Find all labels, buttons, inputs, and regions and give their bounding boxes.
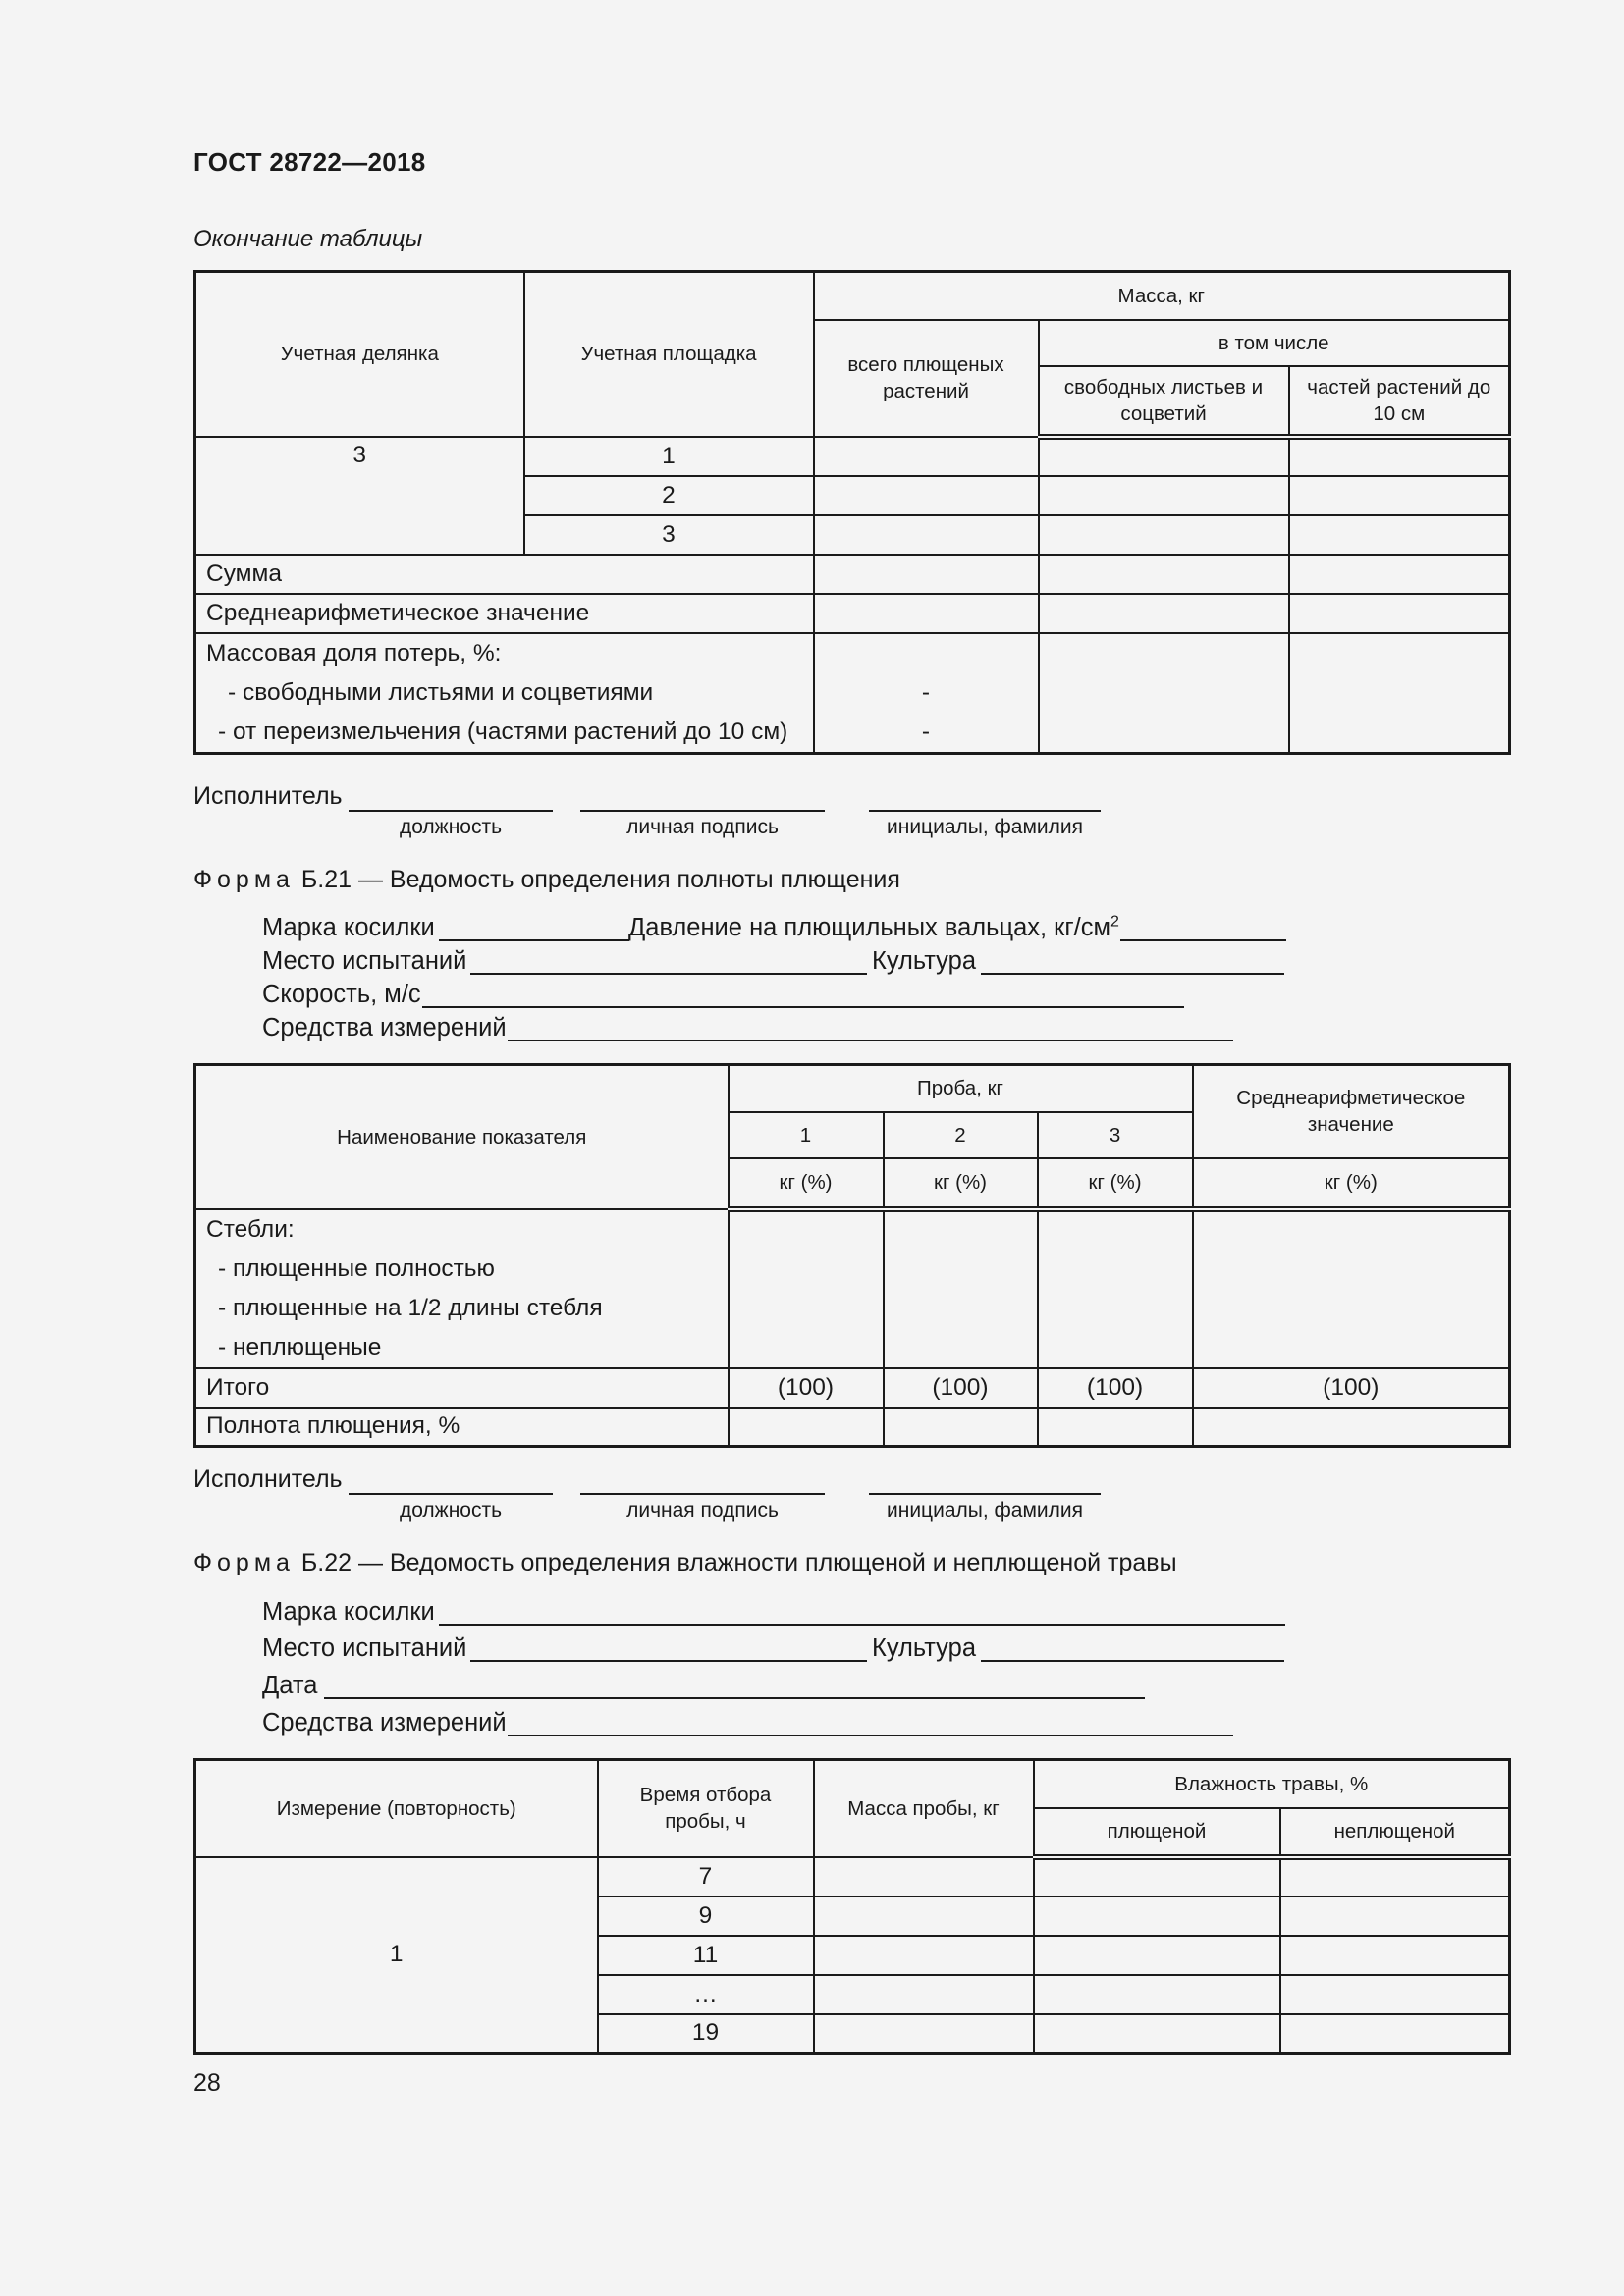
cell	[814, 1857, 1034, 1896]
stems-label: Стебли:	[206, 1215, 295, 1243]
mass-table	[193, 270, 1511, 755]
date-line[interactable]	[324, 1697, 1145, 1699]
signature-line	[580, 1493, 825, 1495]
header-indicator: Наименование показателя	[195, 1065, 729, 1209]
sample-3: 3	[1038, 1112, 1193, 1158]
site-1: 1	[524, 437, 814, 476]
flattening-table	[193, 1063, 1511, 1448]
signature-caption: личная подпись	[626, 1499, 779, 1522]
form-21-title-text: Б.21 — Ведомость определения полноты плющения	[300, 866, 900, 893]
position-caption: должность	[399, 1499, 503, 1522]
total-3: (100)	[1038, 1368, 1193, 1408]
loss-leaves-label: - свободными листьями и соцветиями	[228, 678, 654, 706]
mower-label: Марка косилки	[262, 1598, 435, 1626]
pressure-line[interactable]	[1120, 939, 1286, 941]
header-plot: Учетная делянка	[195, 272, 524, 437]
moisture-table	[193, 1758, 1511, 2055]
half-label: - плющенные на 1/2 длины стебля	[218, 1294, 603, 1321]
executor-label: Исполнитель	[193, 782, 343, 810]
form-21-place-field	[262, 944, 1342, 978]
mower-label: Марка косилки	[262, 914, 435, 941]
cell	[814, 1896, 1034, 1936]
page-number: 28	[193, 2069, 221, 2097]
form-21-mower-field	[262, 911, 1342, 944]
cell	[729, 1408, 884, 1447]
initials-caption: инициалы, фамилия	[887, 1499, 1083, 1522]
time-19: 19	[598, 2014, 814, 2054]
initials-caption: инициалы, фамилия	[887, 816, 1083, 838]
unit-1: кг (%)	[729, 1158, 884, 1209]
header-flattened: плющеной	[1034, 1808, 1280, 1857]
plot-value: 3	[195, 437, 524, 555]
time-11: 11	[598, 1936, 814, 1975]
sample-2: 2	[884, 1112, 1038, 1158]
unit-3: кг (%)	[1038, 1158, 1193, 1209]
position-line	[349, 1493, 553, 1495]
pressure-label: Давление на плющильных вальцах, $кг/см^2$	[628, 913, 1119, 941]
date-label: Дата	[262, 1672, 318, 1699]
sum-label: Сумма	[195, 555, 814, 594]
place-line[interactable]	[470, 973, 867, 975]
instruments-label: Средства измерений	[262, 1014, 507, 1041]
header-free-leaves: свободных листьев и соцветий	[1039, 366, 1289, 437]
cell	[1038, 1408, 1193, 1447]
mower-line[interactable]	[439, 939, 629, 941]
cell	[1193, 1209, 1510, 1368]
form-21-speed-field	[262, 978, 1342, 1011]
cell	[1289, 515, 1510, 555]
dash-2: -	[921, 718, 931, 745]
cell	[1289, 555, 1510, 594]
cell	[1280, 1857, 1510, 1896]
site-3: 3	[524, 515, 814, 555]
form-22-prefix: Форма	[193, 1549, 295, 1576]
time-ellipsis: …	[598, 1975, 814, 2014]
place-label: Место испытаний	[262, 947, 467, 975]
form-22-mower-field	[262, 1595, 1342, 1629]
cell	[1289, 633, 1510, 754]
cell	[814, 2014, 1034, 2054]
cell	[1039, 594, 1289, 633]
signature-block-1	[193, 782, 1175, 851]
cell	[1039, 633, 1289, 754]
form-22-instruments-field	[262, 1706, 1342, 1739]
header-unflattened: неплющеной	[1280, 1808, 1510, 1857]
cell	[1034, 1936, 1280, 1975]
site-2: 2	[524, 476, 814, 515]
cell	[1034, 1975, 1280, 2014]
signature-block-2	[193, 1466, 1175, 1534]
cell	[814, 1936, 1034, 1975]
initials-line	[869, 1493, 1101, 1495]
loss-over-label: - от переизмельчения (частями растений до 10 см)	[218, 718, 788, 745]
position-line	[349, 810, 553, 812]
form-22-title	[193, 1549, 1177, 1577]
cell	[1039, 476, 1289, 515]
signature-caption: личная подпись	[626, 816, 779, 838]
header-sample: Проба, кг	[729, 1065, 1193, 1112]
header-measure: Измерение (повторность)	[195, 1760, 598, 1857]
time-7: 7	[598, 1857, 814, 1896]
form-21-title	[193, 866, 900, 894]
executor-label: Исполнитель	[193, 1466, 343, 1493]
stems-cell	[195, 1209, 729, 1368]
cell	[1280, 1896, 1510, 1936]
cell	[884, 1209, 1038, 1368]
cell	[1289, 437, 1510, 476]
signature-line	[580, 810, 825, 812]
total-label: Итого	[195, 1368, 729, 1408]
cell	[814, 515, 1039, 555]
full-label: - плющенные полностью	[218, 1255, 495, 1282]
total-2: (100)	[884, 1368, 1038, 1408]
cell	[1289, 594, 1510, 633]
form-22-title-text: Б.22 — Ведомость определения влажности плющеной и неплющеной травы	[300, 1549, 1177, 1576]
header-time: Время отбора пробы, ч	[598, 1760, 814, 1857]
header-site: Учетная площадка	[524, 272, 814, 437]
form-22-place-field	[262, 1631, 1342, 1665]
sample-1: 1	[729, 1112, 884, 1158]
table-continuation-label: Окончание таблицы	[193, 226, 423, 252]
header-mean: Среднеарифметическое значение	[1193, 1065, 1510, 1158]
crop-line[interactable]	[981, 1660, 1284, 1662]
instruments-line[interactable]	[508, 1735, 1233, 1736]
cell	[884, 1408, 1038, 1447]
cell	[1280, 1936, 1510, 1975]
cell	[1034, 2014, 1280, 2054]
form-21-instruments-field	[262, 1011, 1342, 1044]
loss-label-cell	[195, 633, 814, 754]
cell	[1034, 1896, 1280, 1936]
cell	[729, 1209, 884, 1368]
cell	[814, 555, 1039, 594]
cell	[1039, 437, 1289, 476]
mower-line[interactable]	[439, 1624, 1285, 1626]
instruments-label: Средства измерений	[262, 1709, 507, 1736]
total-1: (100)	[729, 1368, 884, 1408]
pressure-exponent: 2	[1110, 913, 1119, 931]
speed-label: Скорость, м/с	[262, 981, 421, 1008]
standard-header: ГОСТ 28722—2018	[193, 147, 426, 177]
total-mean: (100)	[1193, 1368, 1510, 1408]
loss-label: Массовая доля потерь, %:	[206, 639, 502, 667]
cell	[814, 594, 1039, 633]
cell	[1280, 1975, 1510, 2014]
cell	[1034, 1857, 1280, 1896]
header-plant-parts: частей растений до 10 см	[1289, 366, 1510, 437]
dash-1: -	[921, 678, 931, 706]
unit-2: кг (%)	[884, 1158, 1038, 1209]
completeness-label: Полнота плющения, %	[195, 1408, 729, 1447]
header-mass: Масса пробы, кг	[814, 1760, 1034, 1857]
position-caption: должность	[399, 816, 503, 838]
header-moisture: Влажность травы, %	[1034, 1760, 1510, 1808]
none-label: - неплющеные	[218, 1333, 382, 1361]
measure-value: 1	[195, 1857, 598, 2054]
crop-label: Культура	[872, 1634, 977, 1662]
crop-line[interactable]	[981, 973, 1284, 975]
cell	[1280, 2014, 1510, 2054]
speed-line[interactable]	[422, 1006, 1184, 1008]
cell	[814, 476, 1039, 515]
header-mass: Масса, кг	[814, 272, 1510, 320]
crop-label: Культура	[872, 947, 977, 975]
cell	[814, 1975, 1034, 2014]
cell	[1039, 515, 1289, 555]
header-total-flattened: всего плющеных растений	[814, 320, 1039, 437]
cell	[814, 437, 1039, 476]
place-label: Место испытаний	[262, 1634, 467, 1662]
form-21-prefix: Форма	[193, 866, 295, 893]
unit-mean: кг (%)	[1193, 1158, 1510, 1209]
initials-line	[869, 810, 1101, 812]
cell	[1289, 476, 1510, 515]
header-including: в том числе	[1039, 320, 1510, 366]
instruments-line[interactable]	[508, 1040, 1233, 1041]
place-line[interactable]	[470, 1660, 867, 1662]
form-22-date-field	[262, 1669, 1342, 1702]
time-9: 9	[598, 1896, 814, 1936]
mean-label: Среднеарифметическое значение	[195, 594, 814, 633]
cell	[1039, 555, 1289, 594]
cell	[1193, 1408, 1510, 1447]
loss-dash-cell	[814, 633, 1039, 754]
cell	[1038, 1209, 1193, 1368]
